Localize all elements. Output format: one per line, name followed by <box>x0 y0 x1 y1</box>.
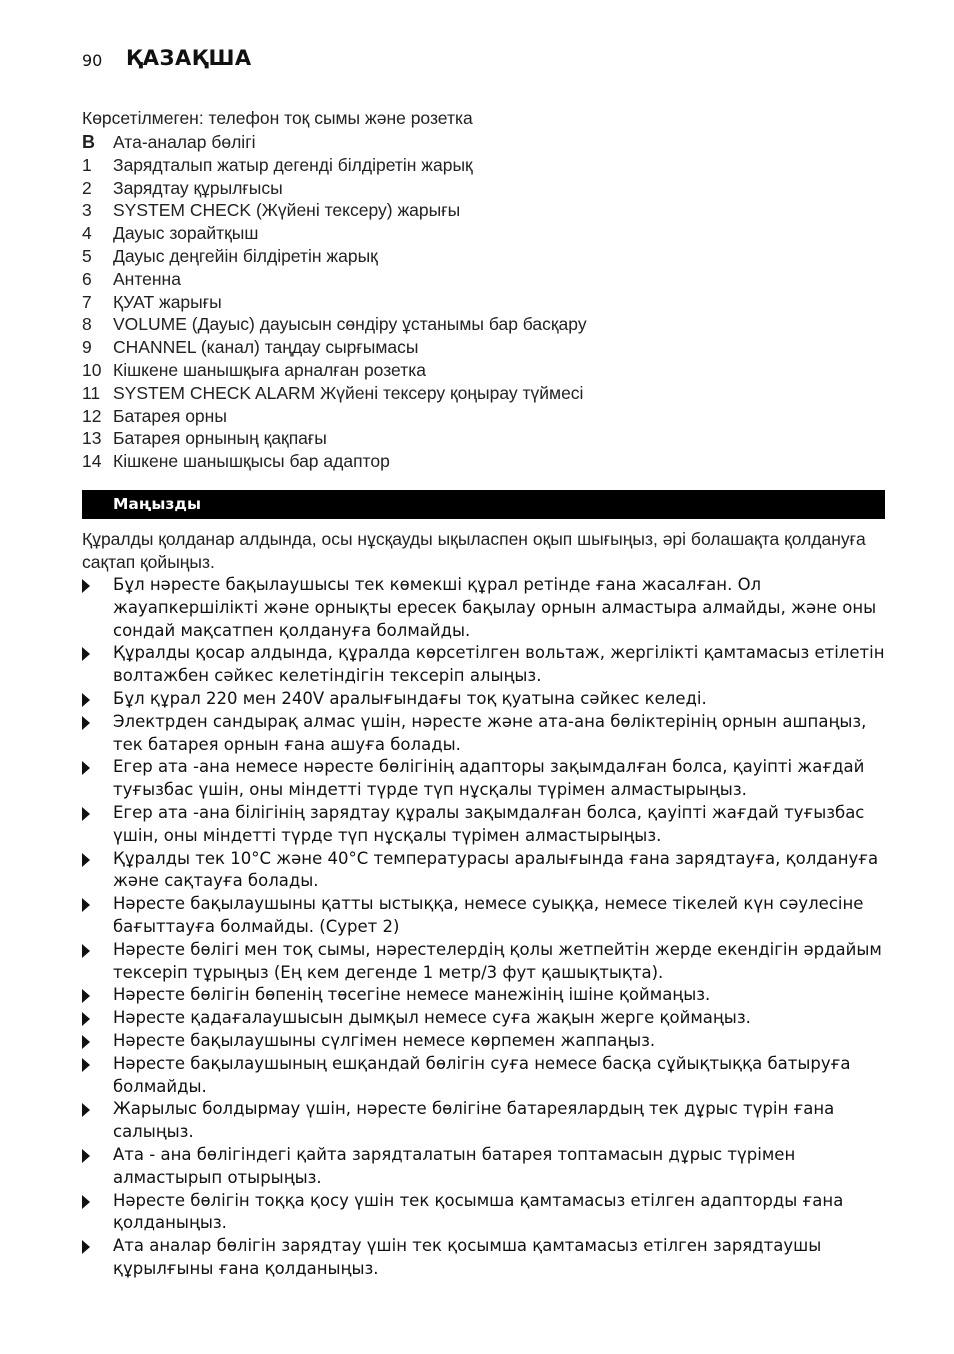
safety-item-text: Ата - ана бөлігіндегі қайта зарядталатын батарея топтамасын дұрыс түрімен алмастырып отырыңыз. <box>113 1144 796 1187</box>
part-label: Кішкене шанышқыға арналған розетка <box>113 359 426 380</box>
parts-list-item <box>82 291 587 314</box>
safety-item-text: Нәресте бөлігі мен тоқ сымы, нәрестелердің қолы жетпейтін жерде екендігін әрдайым тексеріп тұрыңыз (Ең кем дегенде 1 метр/3 фут қашықтықта). <box>113 939 882 982</box>
triangle-bullet-icon <box>82 1149 90 1163</box>
part-number: 6 <box>82 268 92 289</box>
safety-item-text: Нәресте бақылаушының ешқандай бөлігін суға немесе басқа сұйықтыққа батыруға болмайды. <box>113 1053 851 1096</box>
part-label: SYSTEM CHECK ALARM Жүйені тексеру қоңырау түймесі <box>113 382 584 403</box>
part-number: 4 <box>82 223 92 244</box>
triangle-bullet-icon <box>82 693 90 707</box>
parts-list-item <box>82 154 587 177</box>
safety-item <box>82 1235 887 1281</box>
safety-item-text: Нәресте бақылаушыны қатты ыстыққа, немесе суыққа, немесе тікелей күн сәулесіне бағыттауға болмайды. (Сурет 2) <box>113 894 864 936</box>
safety-item-text: Нәресте бөлігін бөпенің төсегіне немесе манежінің ішіне қоймаңыз. <box>113 985 711 1005</box>
safety-item <box>82 802 887 848</box>
triangle-bullet-icon <box>82 1103 90 1117</box>
triangle-bullet-icon <box>82 716 90 730</box>
triangle-bullet-icon <box>82 898 90 912</box>
safety-item <box>82 984 887 1007</box>
safety-item <box>82 1030 887 1053</box>
triangle-bullet-icon <box>82 761 90 775</box>
part-number: 8 <box>82 314 92 335</box>
safety-item-text: Бұл нәресте бақылаушысы тек көмекші құрал ретінде ғана жасалған. Ол жауапкершілікті және орнықты ересек бақылау орнын алмастыра алмайды, және оны сондай мақсатпен қолдануға болмайды. <box>113 575 877 640</box>
safety-item <box>82 939 887 985</box>
safety-item-text: Нәресте бөлігін тоққа қосу үшін тек қосымша қамтамасыз етілген адапторды ғана қолданыңыз. <box>113 1190 844 1233</box>
part-label: Зарядталып жатыр дегенді білдіретін жарық <box>113 154 473 175</box>
part-label: Антенна <box>113 268 181 289</box>
parts-list-item <box>82 199 587 222</box>
part-label: Зарядтау құрылғысы <box>113 177 283 198</box>
parts-list-item <box>82 382 587 405</box>
parts-list-item <box>82 450 587 473</box>
part-number: 14 <box>82 451 102 472</box>
part-number: 9 <box>82 337 92 358</box>
part-number: 5 <box>82 245 92 266</box>
part-label: Батарея орнының қақпағы <box>113 428 327 449</box>
triangle-bullet-icon <box>82 647 90 661</box>
safety-item-text: Құралды қосар алдында, құралда көрсетілген вольтаж, жергілікті қамтамасыз етілетін волтажбен сәйкес келетіндігін тексеріп алыңыз. <box>113 643 885 686</box>
safety-item-text: Бұл құрал 220 мен 240V аралығындағы тоқ қуатына сәйкес келеді. <box>113 688 707 708</box>
safety-list <box>82 574 887 1281</box>
part-number: 13 <box>82 428 102 449</box>
parts-list-item <box>82 313 587 336</box>
safety-item <box>82 1144 887 1190</box>
safety-item <box>82 711 887 757</box>
page-number: 90 <box>82 51 103 70</box>
intro-text: Көрсетілмеген: телефон тоқ сымы және розетка <box>82 108 473 128</box>
part-number: 12 <box>82 405 102 426</box>
triangle-bullet-icon <box>82 1058 90 1072</box>
safety-item-text: Жарылыс болдырмау үшін, нәресте бөлігіне батареялардың тек дұрыс түрін ғана салыңыз. <box>113 1099 835 1142</box>
safety-item-text: Егер ата -ана немесе нәресте бөлігінің адапторы зақымдалған болса, қауіпті жағдай туғызбас үшін, оны міндетті түрде түп нұсқалы түрімен алмастырыңыз. <box>113 757 865 800</box>
part-label: Ата-аналар бөлігі <box>113 132 256 152</box>
safety-item-text: Нәресте бақылаушыны сүлгімен немесе көрпемен жаппаңыз. <box>113 1030 656 1050</box>
parts-list-item <box>82 268 587 291</box>
triangle-bullet-icon <box>82 579 90 593</box>
parts-list <box>82 131 587 473</box>
parts-list-item <box>82 177 587 200</box>
part-number: 3 <box>82 200 92 221</box>
safety-item <box>82 1053 887 1099</box>
triangle-bullet-icon <box>82 853 90 867</box>
triangle-bullet-icon <box>82 1012 90 1026</box>
safety-item <box>82 848 887 894</box>
part-label: Батарея орны <box>113 405 227 426</box>
part-number: 1 <box>82 154 92 175</box>
safety-item <box>82 756 887 802</box>
part-label: CHANNEL (канал) таңдау сырғымасы <box>113 337 419 358</box>
triangle-bullet-icon <box>82 944 90 958</box>
page-title: ҚАЗАҚША <box>126 46 252 70</box>
parts-list-item <box>82 405 587 428</box>
triangle-bullet-icon <box>82 807 90 821</box>
safety-item <box>82 1007 887 1030</box>
part-label: Кішкене шанышқысы бар адаптор <box>113 451 390 472</box>
safety-item-text: Электрден сандырақ алмас үшін, нәресте және ата-ана бөліктерінің орнын ашпаңыз, тек батарея орнын ғана ашуға болады. <box>113 711 867 754</box>
part-number: 2 <box>82 177 92 198</box>
triangle-bullet-icon <box>82 989 90 1003</box>
part-number: 10 <box>82 359 102 380</box>
parts-list-item <box>82 222 587 245</box>
parts-list-item <box>82 131 587 154</box>
section-heading-bar <box>82 490 885 519</box>
safety-item-text: Ата аналар бөлігін зарядтау үшін тек қосымша қамтамасыз етілген зарядтаушы құрылғыны ғана қолданыңыз. <box>113 1236 822 1278</box>
part-label: Дауыс зорайтқыш <box>113 223 259 244</box>
safety-item-text: Құралды тек 10°C және 40°C температурасы аралығында ғана зарядтауға, қолдануға және сақтауға болады. <box>113 848 879 891</box>
parts-list-item <box>82 245 587 268</box>
important-note: Құралды қолданар алдында, осы нұсқауды ықыласпен оқып шығыңыз, әрі болашақта қолдануға сақтап қойыңыз. <box>82 529 866 572</box>
safety-item <box>82 688 887 711</box>
safety-item <box>82 1098 887 1144</box>
part-label: SYSTEM CHECK (Жүйені тексеру) жарығы <box>113 200 461 221</box>
parts-list-item <box>82 359 587 382</box>
part-number: B <box>82 132 95 152</box>
parts-list-item <box>82 427 587 450</box>
safety-item <box>82 1190 887 1236</box>
safety-item-text: Нәресте қадағалаушысын дымқыл немесе суға жақын жерге қоймаңыз. <box>113 1008 751 1028</box>
part-number: 11 <box>82 382 101 403</box>
part-label: ҚУАТ жарығы <box>113 291 222 312</box>
safety-item <box>82 642 887 688</box>
triangle-bullet-icon <box>82 1035 90 1049</box>
part-number: 7 <box>82 291 92 312</box>
safety-item-text: Егер ата -ана білігінің зарядтау құралы зақымдалған болса, қауіпті жағдай туғызбас үшін, оны міндетті түрде түп нұсқалы түрімен алмастырыңыз. <box>113 802 865 845</box>
parts-list-item <box>82 336 587 359</box>
part-label: Дауыс деңгейін білдіретін жарық <box>113 245 378 266</box>
safety-item <box>82 574 887 642</box>
section-title: Маңызды <box>113 495 201 513</box>
triangle-bullet-icon <box>82 1240 90 1254</box>
triangle-bullet-icon <box>82 1195 90 1209</box>
safety-item <box>82 893 887 939</box>
part-label: VOLUME (Дауыс) дауысын сөндіру ұстанымы бар басқару <box>113 314 587 335</box>
